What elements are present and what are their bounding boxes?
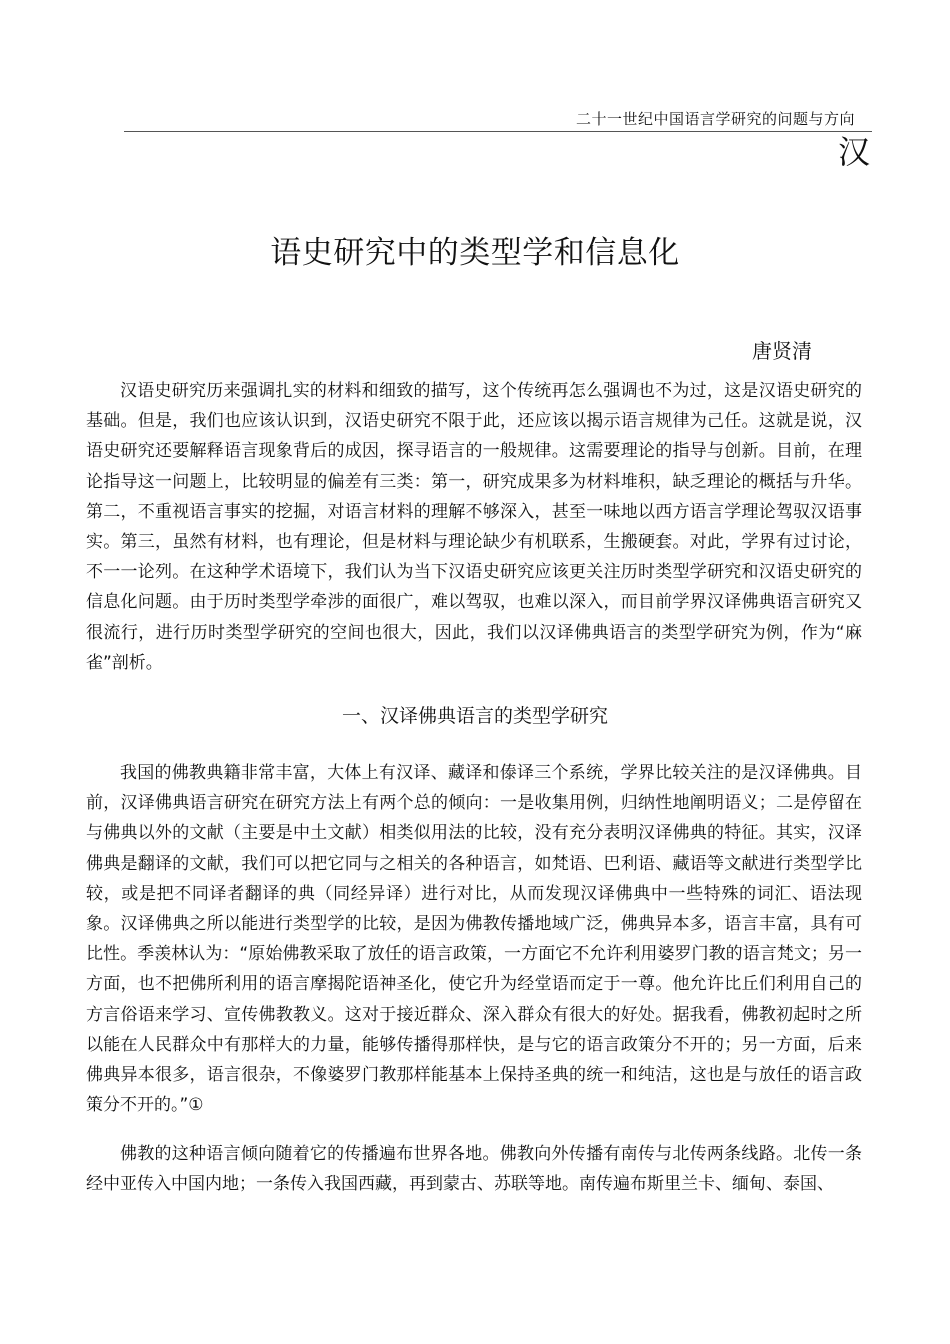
section-character: 汉 [838, 133, 871, 171]
body-paragraph: 我国的佛教典籍非常丰富，大体上有汉译、藏译和傣译三个系统，学界比较关注的是汉译佛典。目前，汉译佛典语言研究在研究方法上有两个总的倾向：一是收集用例，归纳性地阐明语义；二是停留在与佛典以外的文献（主要是中土文献）相类似用法的比较，没有充分表明汉译佛典的特征。其实，汉译佛典是翻译的文献，我们可以把它同与之相关的各种语言，如梵语、巴利语、藏语等文献进行类型学比较，或是把不同译者翻译的典（同经异译）进行对比，从而发现汉译佛典中一些特殊的词汇、语法现象。汉译佛典之所以能进行类型学的比较，是因为佛教传播地域广泛，佛典异本多，语言丰富，具有可比性。季羡林认为：“原始佛教采取了放任的语言政策，一方面它不允许利用婆罗门教的语言梵文；另一方面，也不把佛所利用的语言摩揭陀语神圣化，使它升为经堂语而定于一尊。他允许比丘们利用自己的方言俗语来学习、宣传佛教教义。这对于接近群众、深入群众有很大的好处。据我看，佛教初起时之所以能在人民群众中有那样大的力量，能够传播得那样快，是与它的语言政策分不开的；另一方面，后来佛典异本很多，语言很杂，不像婆罗门教那样能基本上保持圣典的统一和纯洁，这也是与放任的语言政策分不开的。”① [86, 763, 862, 1116]
header-rule [124, 131, 872, 132]
body-paragraph: 汉语史研究历来强调扎实的材料和细致的描写，这个传统再怎么强调也不为过，这是汉语史研究的基础。但是，我们也应该认识到，汉语史研究不限于此，还应该以揭示语言规律为己任。这就是说，汉语史研究还要解释语言现象背后的成因，探寻语言的一般规律。这需要理论的指导与创新。目前，在理论指导这一问题上，比较明显的偏差有三类：第一，研究成果多为材料堆积，缺乏理论的概括与升华。第二，不重视语言事实的挖掘，对语言材料的理解不够深入，甚至一味地以西方语言学理论驾驭汉语事实。第三，虽然有材料，也有理论，但是材料与理论缺少有机联系，生搬硬套。对此，学界有过讨论，不一一论列。在这种学术语境下，我们认为当下汉语史研究应该更关注历时类型学研究和汉语史研究的信息化问题。由于历时类型学牵涉的面很广，难以驾驭，也难以深入，而目前学界汉译佛典语言研究又很流行，进行历时类型学研究的空间也很大，因此，我们以汉译佛典语言的类型学研究为例，作为“麻雀”剖析。 [86, 381, 862, 673]
body-paragraph: 佛教的这种语言倾向随着它的传播遍布世界各地。佛教向外传播有南传与北传两条线路。北传一条经中亚传入中国内地；一条传入我国西藏，再到蒙古、苏联等地。南传遍布斯里兰卡、缅甸、泰国、 [86, 1144, 862, 1195]
section-heading: 一、汉译佛典语言的类型学研究 [341, 705, 608, 727]
article-author: 唐贤清 [752, 339, 812, 363]
article-title: 语史研究中的类型学和信息化 [270, 235, 680, 271]
running-head-title: 二十一世纪中国语言学研究的问题与方向 [575, 110, 855, 128]
